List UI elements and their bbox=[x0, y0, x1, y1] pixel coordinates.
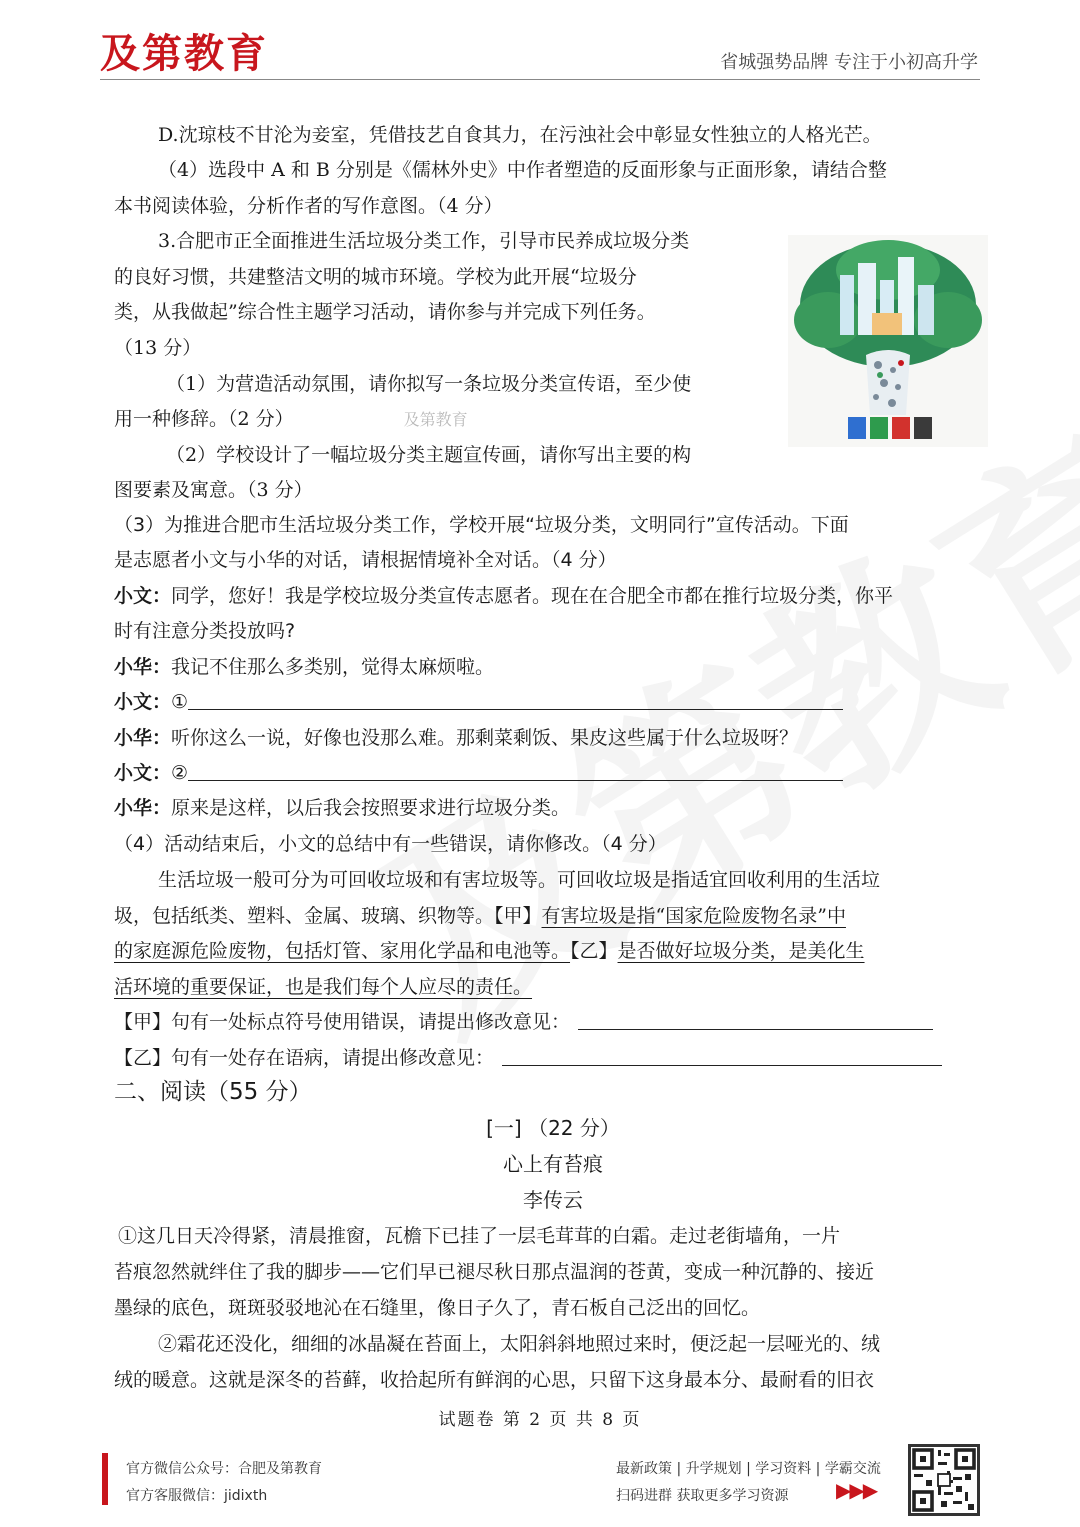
inline-watermark: 及第教育 bbox=[403, 410, 468, 429]
dialogue-xiaowen-1: 小文：同学，您好！我是学校垃圾分类宣传志愿者。现在在合肥全市都在推行垃圾分类，你平 bbox=[114, 585, 894, 607]
task-3-intro-3: 类，从我做起”综合性主题学习活动，请你参与并完成下列任务。 bbox=[114, 301, 656, 323]
garbage-sorting-illustration bbox=[788, 235, 988, 447]
footer-services: 最新政策 | 升学规划 | 学习资料 | 学霸交流 bbox=[616, 1461, 881, 1477]
task-3-intro-1: 3.合肥市正全面推进生活垃圾分类工作，引导市民养成垃圾分类 bbox=[158, 230, 690, 252]
article-author: 李传云 bbox=[523, 1188, 583, 1212]
answer-blank-yi[interactable] bbox=[502, 1043, 942, 1066]
fix-yi-prompt: 【乙】句有一处存在语病，请提出修改意见： bbox=[114, 1040, 992, 1076]
subtask-1-line1: （1）为营造活动氛围，请你拟写一条垃圾分类宣传语，至少使 bbox=[166, 373, 692, 395]
subtask-3-line1: （3）为推进合肥市生活垃圾分类工作，学校开展“垃圾分类，文明同行”宣传活动。下面 bbox=[114, 514, 849, 536]
sentence-yi: 是否做好垃圾分类，是美化生 bbox=[617, 940, 865, 962]
article-title: 心上有苔痕 bbox=[503, 1152, 603, 1176]
dialogue-xiaohua-3: 小华：原来是这样，以后我会按照要求进行垃圾分类。 bbox=[114, 797, 571, 819]
footer-wechat-official: 官方微信公众号：合肥及第教育 bbox=[126, 1461, 322, 1477]
dialogue-xiaohua-1: 小华：我记不住那么多类别，觉得太麻烦啦。 bbox=[114, 656, 495, 678]
reading-part-heading: [一] （22 分） bbox=[486, 1116, 620, 1140]
dialogue-xiaowen-blank-1: 小文：① bbox=[114, 684, 992, 720]
page-number: 试题卷 第 2 页 共 8 页 bbox=[438, 1410, 642, 1430]
option-d: D.沈琼枝不甘沦为妾室，凭借技艺自食其力，在污浊社会中彰显女性独立的人格光芒。 bbox=[158, 124, 882, 146]
subtask-2-line2: 图要素及寓意。（3 分） bbox=[114, 479, 313, 501]
sentence-jia: 有害垃圾是指“国家危险废物名录”中 bbox=[541, 905, 846, 927]
subtask-3-line2: 是志愿者小文与小华的对话，请根据情境补全对话。（4 分） bbox=[114, 549, 617, 571]
summary-line2: 圾，包括纸类、塑料、金属、玻璃、织物等。【甲】有害垃圾是指“国家危险废物名录”中 bbox=[114, 905, 846, 927]
paragraph-2-line2: 绒的暖意。这就是深冬的苔藓，收拾起所有鲜润的心思，只留下这身最本分、最耐看的旧衣 bbox=[114, 1369, 875, 1391]
summary-line3: 的家庭源危险废物，包括灯管、家用化学品和电池等。【乙】是否做好垃圾分类，是美化生 bbox=[114, 940, 865, 962]
task-3-score: （13 分） bbox=[114, 337, 202, 359]
summary-line1: 生活垃圾一般可分为可回收垃圾和有害垃圾等。可回收垃圾是指适宜回收利用的生活垃 bbox=[158, 869, 881, 891]
paragraph-1-line2: 苔痕忽然就绊住了我的脚步——它们早已褪尽秋日那点温润的苍黄，变成一种沉静的、接近 bbox=[114, 1261, 875, 1283]
paragraph-2-line1: ②霜花还没化，细细的冰晶凝在苔面上，太阳斜斜地照过来时，便泛起一层哑光的、绒 bbox=[158, 1333, 881, 1355]
paragraph-1-line1: ①这几日天冷得紧，清晨推窗，瓦檐下已挂了一层毛茸茸的白霜。走过老街墙角，一片 bbox=[118, 1225, 841, 1247]
sentence-yi-cont: 活环境的重要保证，也是我们每个人应尽的责任。 bbox=[114, 976, 533, 998]
dialogue-xiaowen-1-cont: 时有注意分类投放吗? bbox=[114, 620, 296, 642]
answer-blank-1[interactable] bbox=[188, 687, 843, 710]
section-2-heading: 二、阅读（55 分） bbox=[114, 1079, 312, 1105]
brand-logo: 及第教育 bbox=[100, 31, 268, 77]
footer-cta: 扫码进群 获取更多学习资源 bbox=[616, 1488, 789, 1504]
task-3-intro-2: 的良好习惯，共建整洁文明的城市环境。学校为此开展“垃圾分 bbox=[114, 266, 637, 288]
footer-arrows-icon: ▶▶▶ bbox=[836, 1478, 877, 1502]
brand-slogan: 省城强势品牌 专注于小初高升学 bbox=[720, 52, 978, 73]
subtask-1-line2: 用一种修辞。（2 分） 及第教育 bbox=[114, 408, 468, 430]
subtask-4-prompt: （4）活动结束后，小文的总结中有一些错误，请你修改。（4 分） bbox=[114, 833, 667, 855]
fix-jia-prompt: 【甲】句有一处标点符号使用错误，请提出修改意见： bbox=[114, 1004, 992, 1040]
header-divider bbox=[100, 79, 980, 80]
summary-line4 bbox=[114, 969, 992, 1005]
subtask-2-line1: （2）学校设计了一幅垃圾分类主题宣传画，请你写出主要的构 bbox=[166, 444, 692, 466]
dialogue-xiaowen-blank-2: 小文：② bbox=[114, 755, 992, 791]
question-4-line2: 本书阅读体验，分析作者的写作意图。（4 分） bbox=[114, 195, 503, 217]
qr-code-icon[interactable] bbox=[908, 1444, 980, 1516]
dialogue-xiaohua-2: 小华：听你这么一说，好像也没那么难。那剩菜剩饭、果皮这些属于什么垃圾呀？ bbox=[114, 727, 799, 749]
footer-accent-bar bbox=[102, 1453, 108, 1505]
answer-blank-jia[interactable] bbox=[578, 1007, 933, 1030]
answer-blank-2[interactable] bbox=[188, 758, 843, 781]
footer-wechat-service: 官方客服微信：jidixth bbox=[126, 1488, 268, 1504]
sentence-jia-cont: 的家庭源危险废物，包括灯管、家用化学品和电池等。 bbox=[114, 940, 571, 962]
paragraph-1-line3: 墨绿的底色，斑斑驳驳地沁在石缝里，像日子久了，青石板自己泛出的回忆。 bbox=[114, 1297, 761, 1319]
question-4-line1: （4）选段中 A 和 B 分别是《儒林外史》中作者塑造的反面形象与正面形象，请结合整 bbox=[158, 159, 887, 181]
